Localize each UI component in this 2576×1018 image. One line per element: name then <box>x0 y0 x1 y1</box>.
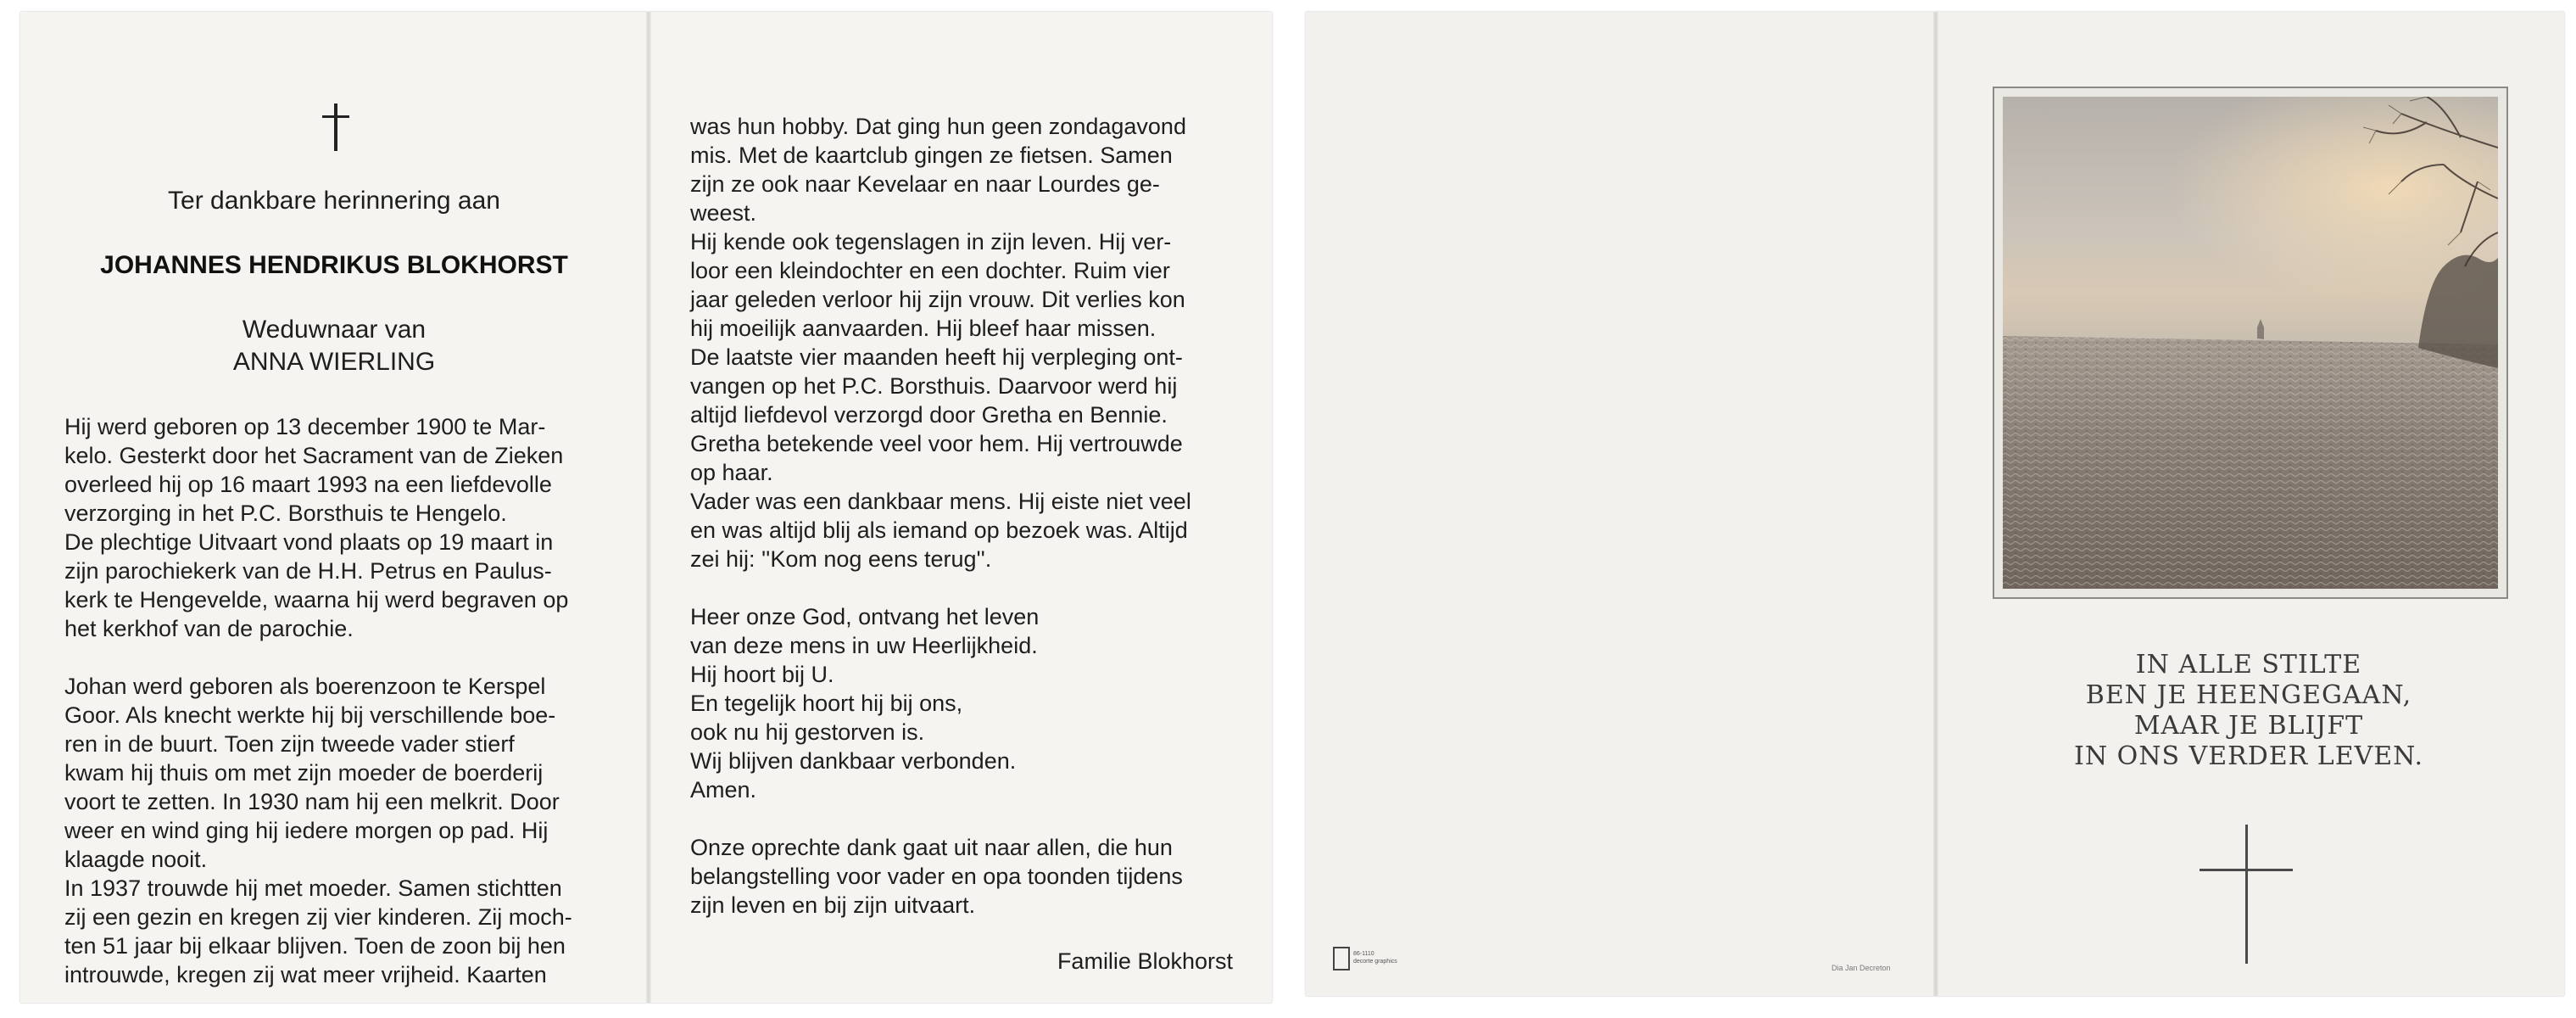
text-line: op haar. <box>690 460 773 485</box>
printer-logo-icon <box>1333 947 1350 970</box>
text-line: overleed hij op 16 maart 1993 na een liefdevolle <box>64 472 552 497</box>
deceased-name: JOHANNES HENDRIKUS BLOKHORST <box>100 251 568 279</box>
text-line: het kerkhof van de parochie. <box>64 616 354 641</box>
text-line: De laatste vier maanden heeft hij verpleging ont- <box>690 344 1183 370</box>
text-line: klaagde nooit. <box>64 847 208 872</box>
card-fold <box>1933 12 1938 996</box>
text-line: mis. Met de kaartclub gingen ze fietsen. Samen <box>690 143 1173 168</box>
photo-frame <box>1993 87 2508 599</box>
text-line: altijd liefdevol verzorgd door Gretha en Bennie. <box>690 402 1168 428</box>
text-line <box>690 573 1253 602</box>
text-line: kerk te Hengevelde, waarna hij werd begraven op <box>64 587 569 612</box>
cross-icon <box>319 103 353 151</box>
text-line: ook nu hij gestorven is. <box>690 719 925 745</box>
biography-text-left <box>64 412 627 989</box>
text-line: zijn parochiekerk van de H.H. Petrus en Paulus- <box>64 558 552 584</box>
text-line: jaar geleden verloor hij zijn vrouw. Dit verlies kon <box>690 287 1185 312</box>
photo-credit: Dia Jan Decreton <box>1832 964 1891 972</box>
text-line: weest. <box>690 200 757 226</box>
text-line: zijn ze ook naar Kevelaar en naar Lourdes ge- <box>690 171 1160 197</box>
memorial-card-outside <box>1306 12 2564 996</box>
text-line: verzorging in het P.C. Borsthuis te Hengelo. <box>64 501 507 526</box>
spouse-name: ANNA WIERLING <box>232 348 436 376</box>
text-line: Hij kende ook tegenslagen in zijn leven. Hij ver- <box>690 229 1172 255</box>
text-line: Wij blijven dankbaar verbonden. <box>690 748 1017 774</box>
text-line: Hij werd geboren op 13 december 1900 te Mar- <box>64 414 546 439</box>
text-line: De plechtige Uitvaart vond plaats op 19 maart in <box>64 529 554 555</box>
text-line: Amen. <box>690 777 757 803</box>
text-line <box>690 804 1253 833</box>
text-line: Heer onze God, ontvang het leven <box>690 604 1040 629</box>
text-line <box>64 643 627 672</box>
poem-line: IN ALLE STILTE <box>2135 650 2362 680</box>
text-line: kwam hij thuis om met zijn moeder de boerderij <box>64 760 544 786</box>
memorial-poem <box>1972 650 2525 772</box>
text-line: Gretha betekende veel voor hem. Hij vertrouwde <box>690 431 1183 456</box>
text-line: van deze mens in uw Heerlijkheid. <box>690 633 1038 658</box>
text-line: vangen op het P.C. Borsthuis. Daarvoor werd hij <box>690 373 1178 399</box>
text-line: weer en wind ging hij iedere morgen op pad. Hij <box>64 818 549 843</box>
large-cross-icon <box>2200 825 2293 964</box>
biography-text-right <box>690 112 1253 920</box>
text-line: Vader was een dankbaar mens. Hij eiste niet veel <box>690 489 1191 514</box>
text-line: zijn leven en bij zijn uitvaart. <box>690 892 976 918</box>
text-line: ten 51 jaar bij elkaar blijven. Toen de zoon bij hen <box>64 933 566 959</box>
text-line: en was altijd blij als iemand op bezoek was. Altijd <box>690 517 1188 543</box>
text-line: En tegelijk hoort hij bij ons, <box>690 691 963 716</box>
text-line: belangstelling voor vader en opa toonden tijdens <box>690 864 1183 889</box>
poem-line: IN ONS VERDER LEVEN. <box>2073 741 2424 771</box>
text-line: zei hij: ''Kom nog eens terug''. <box>690 546 992 572</box>
poem-line: MAAR JE BLIJFT <box>2133 711 2364 741</box>
text-line: hij moeilijk aanvaarden. Hij bleef haar missen. <box>690 316 1157 341</box>
winter-field-photo <box>2003 97 2498 589</box>
text-line: Hij hoort bij U. <box>690 662 834 687</box>
printer-imprint: 86-1110 decorte graphics <box>1353 951 1397 965</box>
text-line: zij een gezin en kregen zij vier kinderen. Zij moch- <box>64 904 572 930</box>
text-line: In 1937 trouwde hij met moeder. Samen stichtten <box>64 875 562 901</box>
widower-label: Weduwnaar van <box>242 316 427 344</box>
text-line: was hun hobby. Dat ging hun geen zondagavond <box>690 114 1186 139</box>
text-line: voort te zetten. In 1930 nam hij een melkrit. Door <box>64 789 560 814</box>
memorial-card-inside <box>20 12 1272 1003</box>
text-line: loor een kleindochter en een dochter. Ruim vier <box>690 258 1170 283</box>
text-line: kelo. Gesterkt door het Sacrament van de Zieken <box>64 443 564 468</box>
text-line: ren in de buurt. Toen zijn tweede vader stierf <box>64 731 515 757</box>
poem-line: BEN JE HEENGEGAAN, <box>2085 680 2412 710</box>
text-line: Onze oprechte dank gaat uit naar allen, die hun <box>690 835 1173 860</box>
card-panel-left <box>20 12 648 1003</box>
text-line: Johan werd geboren als boerenzoon te Kerspel <box>64 674 546 699</box>
text-line: Goor. Als knecht werkte hij bij verschillende boe- <box>64 702 556 728</box>
dedication-heading: Ter dankbare herinnering aan <box>168 187 500 215</box>
text-line: introuwde, kregen zij wat meer vrijheid. Kaarten <box>64 962 547 987</box>
widower-line <box>20 314 648 378</box>
family-signature: Familie Blokhorst <box>1057 948 1233 974</box>
